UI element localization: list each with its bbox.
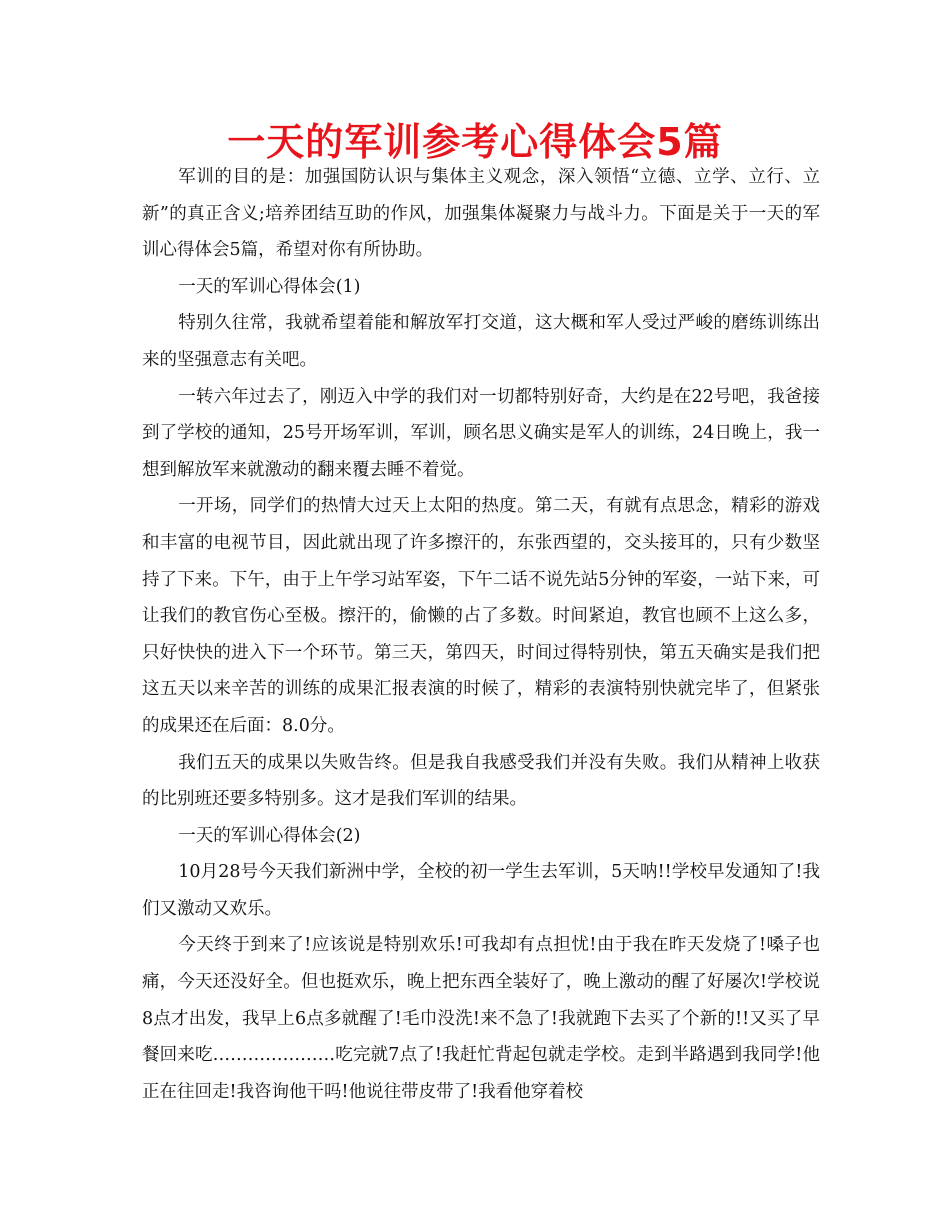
section-heading-1: 一天的军训心得体会(1) [178,276,361,297]
section-heading-2: 一天的军训心得体会(2) [178,825,361,846]
intro-paragraph: 军训的目的是：加强国防认识与集体主义观念，深入领悟“立德、立学、立行、立新”的真正含义;培养团结互助的作风，加强集体凝聚力与战斗力。下面是关于一天的军训心得体会5篇，希望对你有所协助。 [142,167,820,261]
body-paragraph: 一转六年过去了，刚迈入中学的我们对一切都特别好奇，大约是在22号吧，我爸接到了学校的通知，25号开场军训，军训，顾名思义确实是军人的训练，24日晚上，我一想到解放军来就激动的翻来覆去睡不着觉。 [142,386,820,480]
body-paragraph: 一开场，同学们的热情大过天上太阳的热度。第二天，有就有点思念，精彩的游戏和丰富的电视节目，因此就出现了许多擦汗的，东张西望的，交头接耳的，只有少数坚持了下来。下午，由于上午学习站军姿，下午二话不说先站5分钟的军姿，一站下来，可让我们的教官伤心至极。擦汗的，偷懒的占了多数。时间紧迫，教官也顾不上这么多，只好快快的进入下一个环节。第三天，第四天，时间过得特别快，第五天确实是我们把这五天以来辛苦的训练的成果汇报表演的时候了，精彩的表演特别快就完毕了，但紧张的成果还在后面：8.0分。 [142,496,820,736]
body-paragraph: 特别久往常，我就希望着能和解放军打交道，这大概和军人受过严峻的磨练训练出来的坚强意志有关吧。 [142,313,820,370]
document-title: 一天的军训参考心得体会5篇 [227,120,723,164]
body-paragraph: 今天终于到来了!应该说是特别欢乐!可我却有点担忧!由于我在昨天发烧了!嗓子也痛，今天还没好全。但也挺欢乐，晚上把东西全装好了，晚上激动的醒了好屡次!学校说8点才出发，我早上6点多就醒了!毛巾没洗!来不急了!我就跑下去买了个新的!!又买了早餐回来吃…………………吃完就7点了!我赶忙背起包就走学校。走到半路遇到我同学!他正在往回走!我咨询他干吗!他说往带皮带了!我看他穿着校 [142,935,820,1102]
body-paragraph: 我们五天的成果以失败告终。但是我自我感受我们并没有失败。我们从精神上收获的比别班还要多特别多。这才是我们军训的结果。 [142,752,820,810]
body-paragraph: 10月28号今天我们新洲中学，全校的初一学生去军训，5天呐!!学校早发通知了!我们又激动又欢乐。 [142,862,820,919]
document-body [142,159,820,1110]
